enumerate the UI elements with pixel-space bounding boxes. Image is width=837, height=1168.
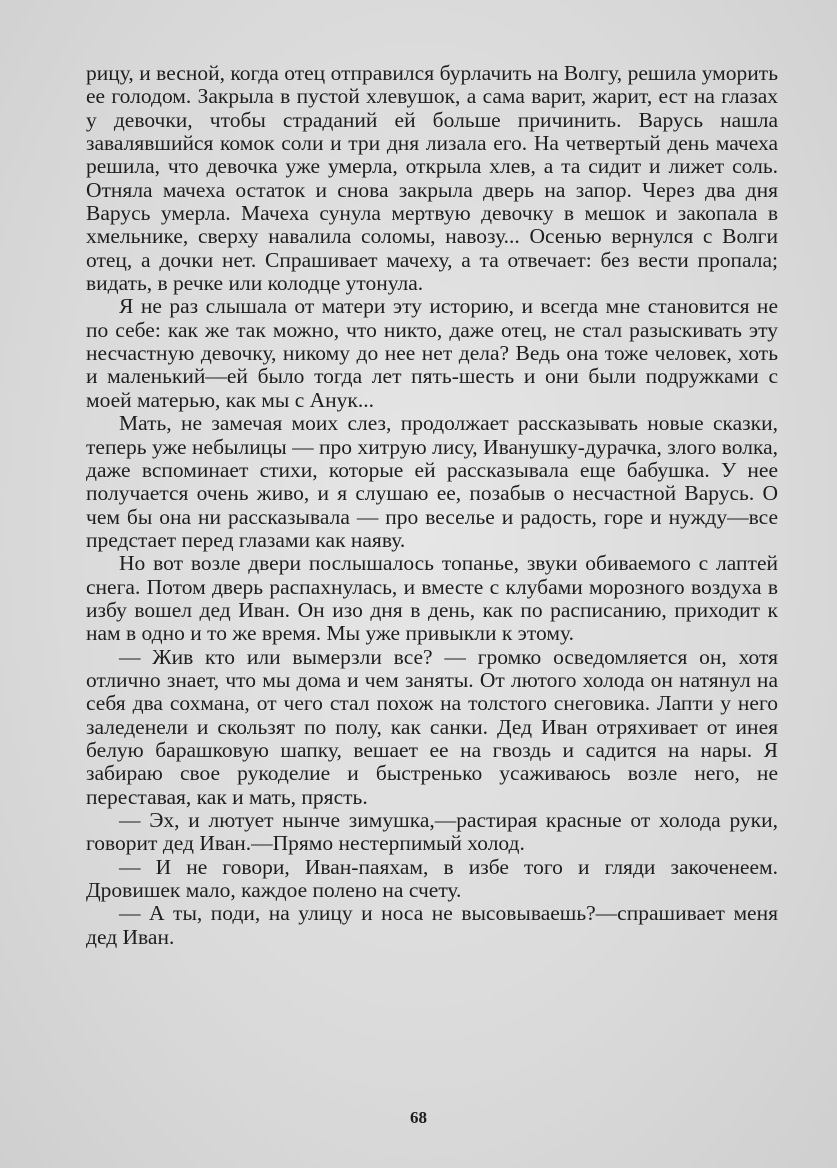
paragraph-6: — Эх, и лютует нынче зимушка,—растирая красные от холода руки, говорит дед Иван.—Прямо нестерпимый холод.	[86, 808, 778, 856]
paragraph-3: Мать, не замечая моих слез, продолжает рассказывать новые сказки, теперь уже небылицы — про хитрую лису, Иванушку-дурачка, злого волка, даже вспоминает стихи, которые ей рассказывала еще бабушка. У нее получается очень живо, и я слушаю ее, позабыв о несчастной Варусь. О чем бы она ни рассказывала — про веселье и радость, горе и нужду—все предстает перед глазами как наяву.	[86, 411, 778, 552]
paragraph-1: рицу, и весной, когда отец отправился бурлачить на Волгу, решила уморить ее голодом. Закрыла в пустой хлевушок, а сама варит, жарит, ест на глазах у девочки, чтобы страданий ей больше причинить. Варусь нашла завалявшийся комок соли и три дня лизала его. На четвертый день мачеха решила, что девочка уже умерла, открыла хлев, а та сидит и лижет соль. Отняла мачеха остаток и снова закрыла дверь на запор. Через два дня Варусь умерла. Мачеха сунула мертвую девочку в мешок и закопала в хмельнике, сверху навалила соломы, навозу... Осенью вернулся с Волги отец, а дочки нет. Спрашивает мачеху, а та отвечает: без вести пропала; видать, в речке или колодце утонула.	[86, 61, 778, 296]
paragraph-2: Я не раз слышала от матери эту историю, и всегда мне становится не по себе: как же так можно, что никто, даже отец, не стал разыскивать эту несчастную девочку, никому до нее нет дела? Ведь она тоже человек, хоть и маленький—ей было тогда лет пять-шесть и они были подружками с моей матерью, как мы с Анук...	[86, 294, 778, 412]
paragraph-8: — А ты, поди, на улицу и носа не высовываешь?—спрашивает меня дед Иван.	[86, 901, 778, 949]
paragraph-7: — И не говори, Иван-паяхам, в избе того и гляди закоченеем. Дровишек мало, каждое полено на счету.	[86, 854, 778, 903]
paragraph-4: Но вот возле двери послышалось топанье, звуки обиваемого с лаптей снега. Потом дверь распахнулась, и вместе с клубами морозного воздуха в избу вошел дед Иван. Он изо дня в день, как по расписанию, приходит к нам в одно и то же время. Мы уже привыкли к этому.	[86, 551, 778, 646]
page-number: 68	[410, 1108, 427, 1127]
body-text	[86, 62, 778, 949]
paragraph-5: — Жив кто или вымерзли все? — громко осведомляется он, хотя отлично знает, что мы дома и чем заняты. От лютого холода он натянул на себя два сохмана, от чего стал похож на толстого снеговика. Лапти у него заледенели и скользят по полу, как санки. Дед Иван отряхивает от инея белую барашковую шапку, вешает ее на гвоздь и садится на нары. Я забираю свое рукоделие и быстренько усаживаюсь возле него, не переставая, как и мать, прясть.	[86, 644, 778, 809]
